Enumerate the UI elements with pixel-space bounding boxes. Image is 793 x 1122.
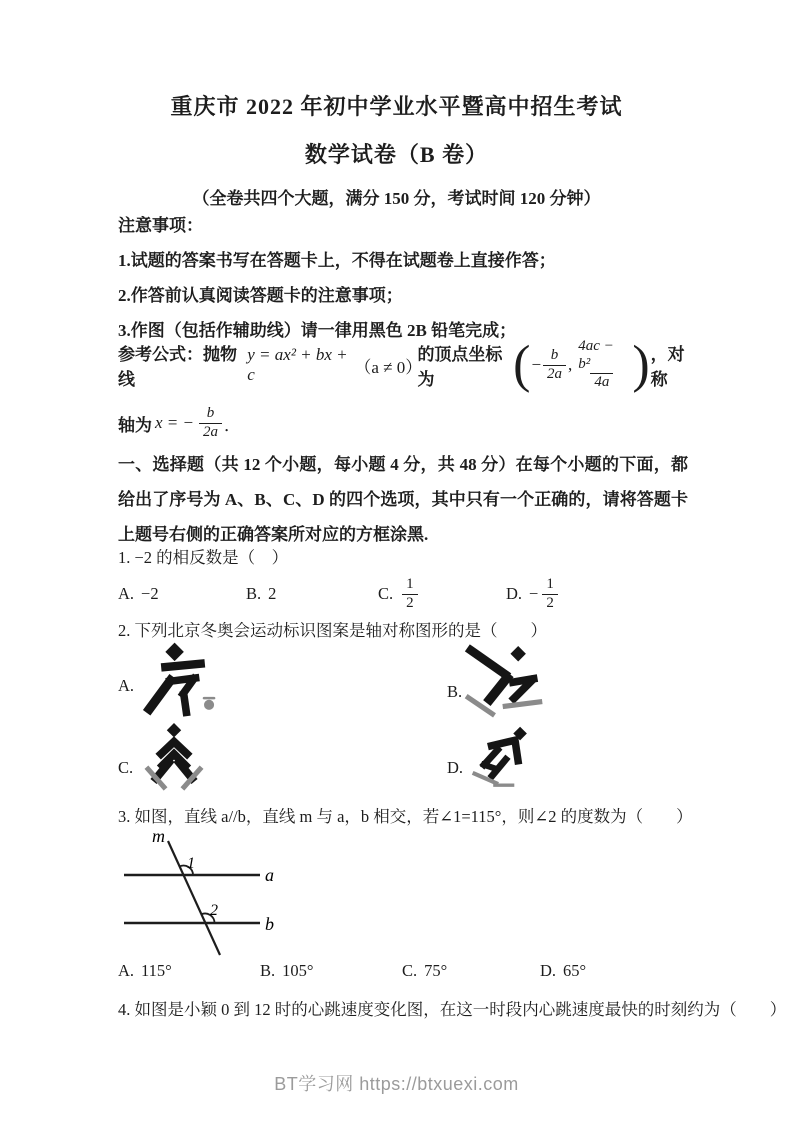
q1-option-d <box>506 568 560 620</box>
option-label: C. <box>378 584 394 603</box>
line-m-label: m <box>152 826 165 846</box>
q3-option-b <box>260 956 314 986</box>
axis-period: ． <box>224 415 241 435</box>
axis-equation-lhs: x = − <box>155 413 194 432</box>
option-label: D. <box>540 961 557 980</box>
q1-option-b <box>246 568 276 620</box>
parallel-lines-transversal-diagram <box>110 826 300 966</box>
angle-2-label: 2 <box>210 902 218 919</box>
question-4-text: 4. 如图是小颖 0 到 12 时的心跳速度变化图，在这一时段内心跳速度最快的时刻约为（ ） <box>118 1000 787 1019</box>
formula-intro: 参考公式：抛物线 <box>118 345 237 389</box>
q3-option-d <box>540 956 586 986</box>
option-label: B. <box>260 961 276 980</box>
option-value: 2 <box>268 584 277 603</box>
q2-option-d-label: D. <box>447 758 464 777</box>
minus-sign: − <box>531 355 542 374</box>
option-value <box>529 576 560 612</box>
notice-heading: 注意事项： <box>118 216 203 235</box>
notice-item-2: 2.作答前认真阅读答题卡的注意事项； <box>118 286 403 305</box>
angle-1-label: 1 <box>187 855 195 872</box>
reference-formula <box>118 334 698 396</box>
q1-option-a <box>118 568 159 620</box>
q2-option-b-label: B. <box>447 682 463 701</box>
line-a-label: a <box>265 865 274 885</box>
freestyle-skiing-aerials-pictogram-icon <box>143 723 205 795</box>
formula-tail: ，对称 <box>650 345 685 389</box>
vertex-y-fraction: $\frac{\text{4ac − b²}}{4a}$ <box>578 337 614 391</box>
minus-sign: − <box>529 584 539 603</box>
question-1-options <box>118 568 718 620</box>
option-label: D. <box>506 584 523 603</box>
open-paren: ( <box>513 335 531 394</box>
parabola-equation: y = ax² + bx + c <box>247 345 348 384</box>
question-1-text: 1. −2 的相反数是（ ） <box>118 548 289 567</box>
question-3-options <box>118 956 718 986</box>
option-label: B. <box>246 584 262 603</box>
q1-option-c <box>378 568 420 620</box>
exam-info-line: （全卷共四个大题，满分 150 分，考试时间 120 分钟） <box>192 189 601 208</box>
formula-condition: （a ≠ 0） <box>354 357 423 377</box>
option-fraction: $\frac{1}{2}$ <box>542 576 558 612</box>
question-3-text: 3. 如图，直线 a//b，直线 m 与 a，b 相交，若∠1=115°，则∠2 的度数为（ ） <box>118 807 693 826</box>
q2-option-a-label: A. <box>118 676 135 695</box>
option-label: C. <box>402 961 418 980</box>
vertex-x-fraction: $\frac{b}{2a}$ <box>543 347 566 383</box>
exam-subtitle: 数学试卷（B 卷） <box>304 142 489 167</box>
footer-watermark: BT学习网 https://btxuexi.com <box>274 1074 519 1094</box>
notice-item-1: 1.试题的答案书写在答题卡上，不得在试题卷上直接作答； <box>118 251 556 270</box>
section-one-heading: 一、选择题（共 12 个小题，每小题 4 分，共 48 分）在每个小题的下面，都给出了序号为 A、B、C、D 的四个选项，其中只有一个正确的，请将答题卡上题号右侧的正确答案所对应的方框涂黑. <box>118 455 688 544</box>
formula-mid: 的顶点坐标为 <box>417 345 503 389</box>
close-paren: ) <box>632 335 650 394</box>
q2-option-c-label: C. <box>118 758 134 777</box>
ski-jumping-pictogram-icon <box>464 644 550 722</box>
option-value: −2 <box>141 584 159 603</box>
line-b-label: b <box>265 914 274 934</box>
option-fraction: $\frac{1}{2}$ <box>402 576 418 612</box>
option-value: 65° <box>563 961 587 980</box>
exam-title: 重庆市 2022 年初中学业水平暨高中招生考试 <box>170 94 623 119</box>
axis-of-symmetry-formula <box>118 398 241 448</box>
notice-item-3: 3.作图（包括作辅助线）请一律用黑色 2B 铅笔完成； <box>118 321 517 340</box>
option-value: 115° <box>141 961 172 980</box>
option-value: 105° <box>282 961 314 980</box>
vertex-comma: , <box>568 355 573 374</box>
axis-fraction: $\frac{b}{2a}$ <box>199 405 222 441</box>
q3-option-a <box>118 956 172 986</box>
curling-pictogram-icon <box>141 641 225 725</box>
axis-label: 轴为 <box>118 415 152 435</box>
option-value: 75° <box>424 961 448 980</box>
option-label: A. <box>118 584 135 603</box>
speed-skating-pictogram-icon <box>465 724 533 792</box>
q3-option-c <box>402 956 447 986</box>
option-label: A. <box>118 961 135 980</box>
question-2-text: 2. 下列北京冬奥会运动标识图案是轴对称图形的是（ ） <box>118 621 547 640</box>
